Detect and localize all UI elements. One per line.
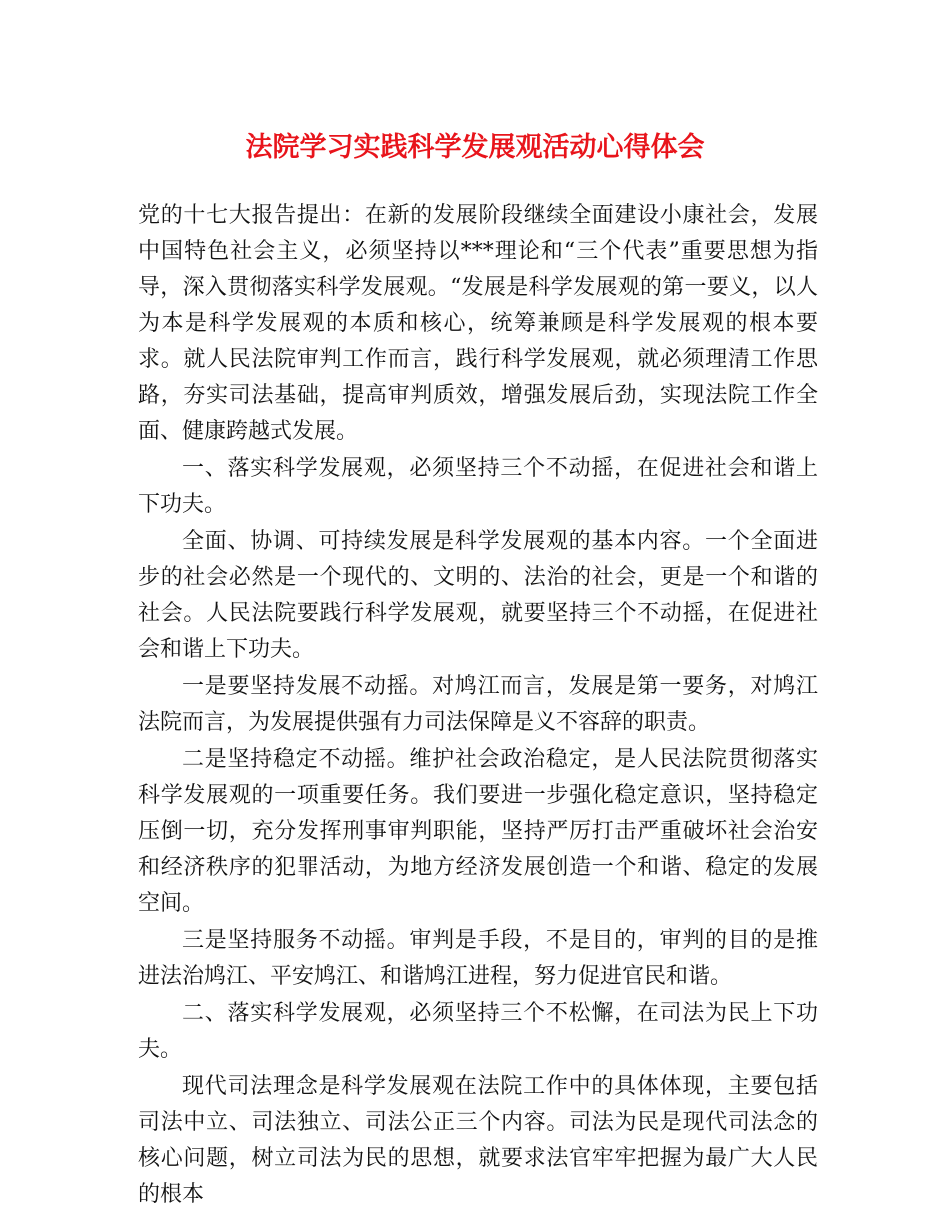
paragraph: 二是坚持稳定不动摇。维护社会政治稳定，是人民法院贯彻落实科学发展观的一项重要任务。我们要进一步强化稳定意识，坚持稳定压倒一切，充分发挥刑事审判职能，坚持严厉打击严重破坏社会治安和经济秩序的犯罪活动，为地方经济发展创造一个和谐、稳定的发展空间。 xyxy=(138,747,818,916)
section-heading-2: 二、落实科学发展观，必须坚持三个不松懈，在司法为民上下功夫。 xyxy=(138,1001,818,1062)
paragraph: 全面、协调、可持续发展是科学发展观的基本内容。一个全面进步的社会必然是一个现代的、文明的、法治的社会，更是一个和谐的社会。人民法院要践行科学发展观，就要坚持三个不动摇，在促进社会和谐上下功夫。 xyxy=(138,529,818,662)
section-heading-1: 一、落实科学发展观，必须坚持三个不动摇，在促进社会和谐上下功夫。 xyxy=(138,456,818,517)
document-title: 法院学习实践科学发展观活动心得体会 xyxy=(245,132,705,163)
paragraph: 一是要坚持发展不动摇。对鸠江而言，发展是第一要务，对鸠江法院而言，为发展提供强有力司法保障是义不容辞的职责。 xyxy=(138,674,818,735)
paragraph: 三是坚持服务不动摇。审判是手段，不是目的，审判的目的是推进法治鸠江、平安鸠江、和谐鸠江进程，努力促进官民和谐。 xyxy=(138,928,818,989)
paragraph-intro: 党的十七大报告提出：在新的发展阶段继续全面建设小康社会，发展中国特色社会主义，必须坚持以***理论和“三个代表”重要思想为指导，深入贯彻落实科学发展观。“发展是科学发展观的第一要义，以人为本是科学发展观的本质和核心，统筹兼顾是科学发展观的根本要求。就人民法院审判工作而言，践行科学发展观，就必须理清工作思路，夯实司法基础，提高审判质效，增强发展后劲，实现法院工作全面、健康跨越式发展。 xyxy=(138,203,818,444)
document-body xyxy=(138,198,818,1214)
paragraph: 现代司法理念是科学发展观在法院工作中的具体体现，主要包括司法中立、司法独立、司法公正三个内容。司法为民是现代司法念的核心问题，树立司法为民的思想，就要求法官牢牢把握为最广大人民的根本 xyxy=(138,1074,818,1207)
